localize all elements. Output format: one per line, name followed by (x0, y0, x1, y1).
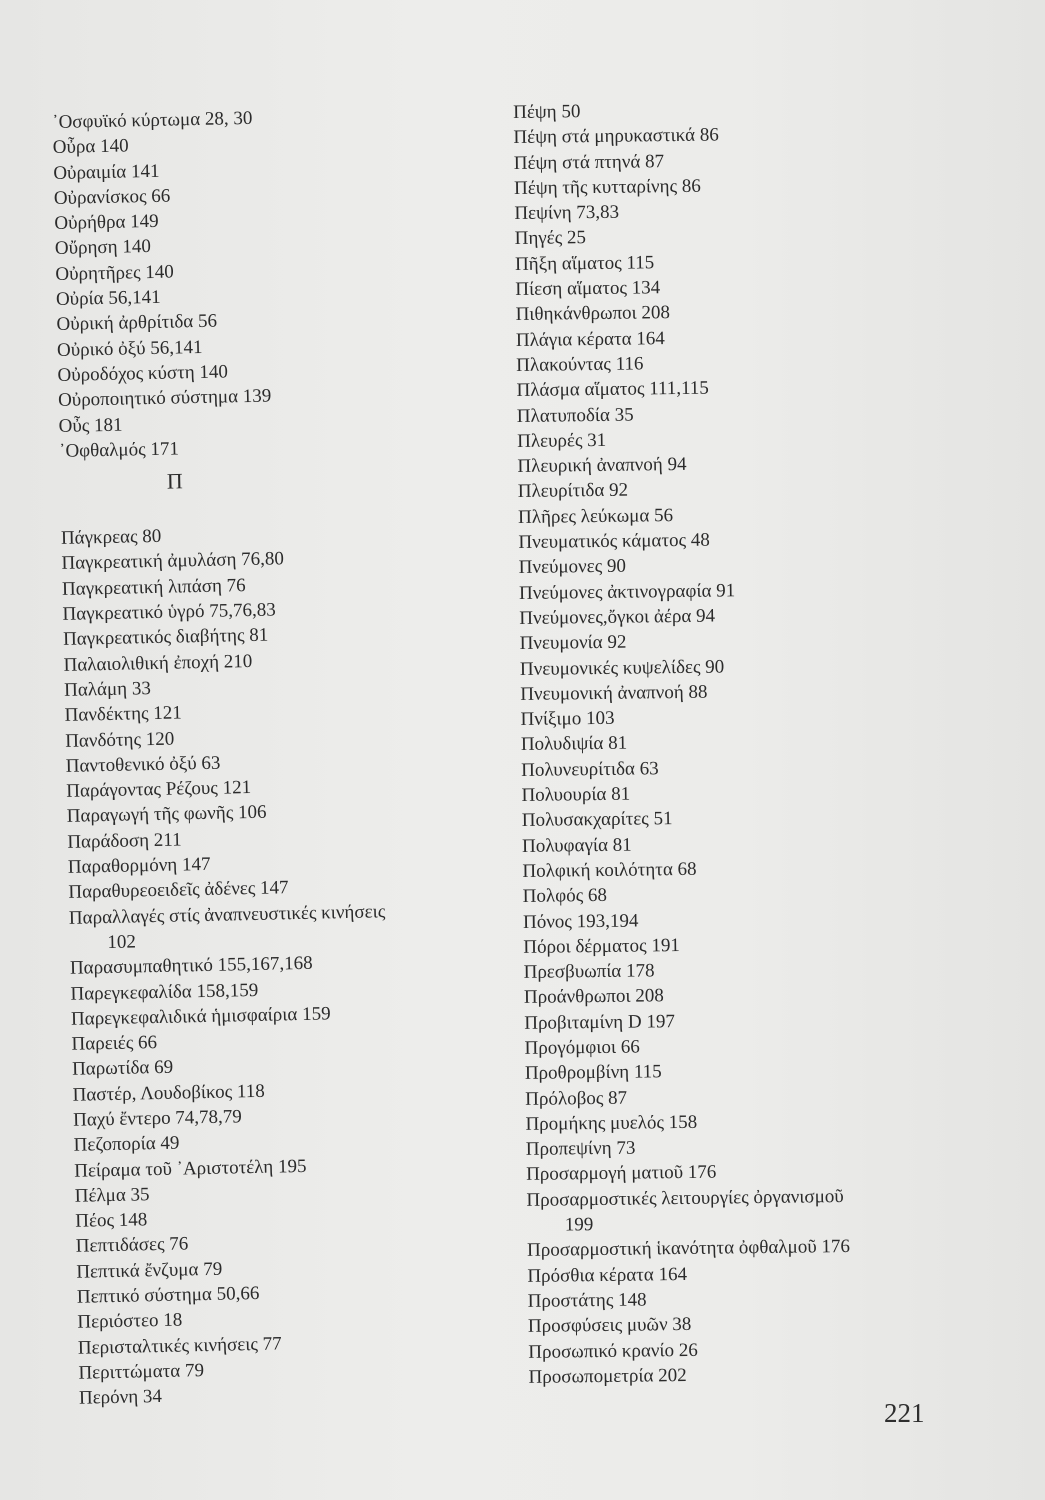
index-entry: Παντοθενικό ὀξύ 63 (65, 752, 221, 777)
index-entry: Παραθυρεοειδεῖς ἀδένες 147 (68, 877, 289, 904)
index-entry: Οὐρητῆρες 140 (55, 261, 174, 285)
index-entry: Προπεψίνη 73 (525, 1137, 636, 1161)
index-entry: Παράγοντας Ρέζους 121 (66, 777, 252, 802)
index-entry: Πείραμα τοῦ ᾿Αριστοτέλη 195 (74, 1155, 307, 1182)
index-entry: Οὐραιμία 141 (53, 160, 160, 184)
index-entry: Πλάσμα αἵματος 111,115 (516, 377, 709, 402)
index-entry: Οὔρηση 140 (54, 236, 152, 260)
index-entry: Πολφός 68 (522, 885, 608, 908)
index-entry: Πάγκρεας 80 (60, 525, 162, 550)
index-entry: Πόνος 193,194 (522, 910, 639, 933)
left-entries-top (52, 101, 499, 464)
index-entry: Παραλλαγές στίς ἀναπνευστικές κινήσεις (68, 900, 386, 929)
index-entry: Προσφύσεις μυῶν 38 (527, 1314, 692, 1338)
index-entry: Πλευρές 31 (517, 429, 607, 452)
index-entry: Παρωτίδα 69 (71, 1057, 174, 1081)
index-entry: Πολυδιψία 81 (520, 733, 628, 756)
index-entry: Προστάτης 148 (527, 1289, 647, 1312)
index-entry-continuation: 102 (107, 931, 137, 953)
right-column (513, 94, 989, 1390)
index-entry: Πλατυποδία 35 (516, 404, 634, 427)
index-entry: Πηγές 25 (514, 227, 587, 250)
index-entry: Παραθορμόνη 147 (67, 853, 211, 878)
index-entry: Πολυφαγία 81 (521, 834, 632, 857)
page-number: 221 (884, 1398, 925, 1428)
index-entry: Πεπτικά ἔνζυμα 79 (76, 1258, 223, 1283)
index-entry: Περισταλτικές κινήσεις 77 (77, 1333, 282, 1359)
index-entry: Πλευρίτιδα 92 (517, 480, 629, 503)
index-entry: Πλακούντας 116 (516, 353, 644, 376)
index-entry: Πνευμονικές κυψελίδες 90 (519, 655, 725, 680)
left-entries-bottom (61, 517, 509, 931)
index-entry: Οὖς 181 (58, 414, 123, 437)
index-entry: Πῆξη αἵματος 115 (514, 252, 655, 275)
index-entry: Πλῆρες λεύκωμα 56 (517, 504, 674, 528)
index-entry: Παγκρεατικό ὑγρό 75,76,83 (62, 599, 276, 625)
section-letter: Π (166, 468, 183, 494)
index-entry: Προσαρμογή ματιοῦ 176 (526, 1162, 717, 1186)
index-entry: Προάνθρωποι 208 (523, 985, 664, 1009)
index-entry: Πρόλοβος 87 (525, 1087, 628, 1110)
left-column (52, 101, 519, 1411)
index-entry: Πνευμονία 92 (519, 631, 627, 655)
index-entry: Προσαρμοστική ἱκανότητα ὀφθαλμοῦ 176 (526, 1236, 851, 1262)
index-entry: Παχύ ἔντερο 74,78,79 (72, 1106, 243, 1131)
left-entries-end (70, 947, 519, 1411)
index-entry: Πεπτικό σύστημα 50,66 (76, 1282, 260, 1308)
index-entry: Πιθηκάνθρωποι 208 (515, 302, 671, 326)
index-entry: Οὐρικό ὀξύ 56,141 (56, 336, 203, 361)
index-entry: Πνευματικός κάματος 48 (518, 529, 710, 554)
index-entry: Παγκρεατική ἀμυλάση 76,80 (61, 548, 285, 575)
index-entry: Πνευμονική ἀναπνοή 88 (520, 681, 708, 705)
index-entry: Περιττώματα 79 (78, 1360, 205, 1384)
index-entry: Πανδέκτης 121 (64, 702, 183, 727)
index-entry: Πέψη 50 (513, 101, 581, 123)
index-entry: Περιόστεο 18 (77, 1309, 183, 1334)
index-entry: Πέψη στά μηρυκαστικά 86 (513, 124, 719, 149)
index-entry: Προγόμφιοι 66 (524, 1036, 640, 1059)
index-entry: Προθρομβίνη 115 (524, 1061, 662, 1085)
index-entry: Παρεγκεφαλιδικά ἡμισφαίρια 159 (70, 1003, 331, 1030)
index-entry: ᾿Οσφυϊκό κύρτωμα 28, 30 (52, 107, 253, 133)
index-entry: Πολυουρία 81 (521, 783, 631, 806)
index-entry: Παγκρεατική λιπάση 76 (61, 574, 246, 600)
index-entry: Παλαιολιθική ἐποχή 210 (63, 650, 253, 676)
index-entry: Πλάγια κέρατα 164 (515, 327, 665, 351)
index-entry: Πίεση αἵματος 134 (515, 277, 661, 301)
index-entry: Προσωπικό κρανίο 26 (528, 1339, 698, 1363)
index-entry: Πνεύμονες,ὄγκοι ἀέρα 94 (519, 605, 716, 629)
index-entry: Οὖρα 140 (52, 135, 129, 159)
index-entry: Παλάμη 33 (63, 677, 152, 701)
right-entries-end (527, 1233, 989, 1390)
index-entry: Πέψη στά πτηνά 87 (513, 150, 665, 174)
right-entries-top (513, 94, 987, 1213)
index-entry: Πανδότης 120 (64, 728, 175, 752)
index-entry: Πνίξιμο 103 (520, 707, 615, 731)
index-entry: Πέος 148 (75, 1209, 148, 1232)
index-entry: Οὐροποιητικό σύστημα 139 (57, 385, 272, 412)
index-entry: Πνεύμονες ἀκτινογραφία 91 (518, 579, 736, 604)
index-entry: Πολυσακχαρίτες 51 (521, 808, 673, 832)
index-entry: Πνεύμονες 90 (518, 555, 627, 579)
index-entry: Οὐρανίσκος 66 (53, 185, 171, 209)
index-entry: Παρεγκεφαλίδα 158,159 (70, 979, 259, 1005)
index-entry: Πέλμα 35 (74, 1184, 150, 1207)
index-entry: Παγκρεατικός διαβήτης 81 (62, 624, 269, 651)
index-entry: Οὐρήθρα 149 (54, 210, 159, 235)
index-entry: Οὐρία 56,141 (55, 286, 161, 311)
index-entry: Παρασυμπαθητικό 155,167,168 (69, 952, 313, 980)
index-entry: Πλευρική ἀναπνοή 94 (517, 454, 687, 478)
index-entry: Οὐρική ἀρθρίτιδα 56 (56, 310, 218, 336)
index-entry: Πεψίνη 73,83 (514, 201, 620, 225)
index-entry: Περόνη 34 (78, 1386, 163, 1409)
index-entry: Παστέρ, Λουδοβίκος 118 (72, 1080, 265, 1106)
index-entry: Πεπτιδάσες 76 (75, 1233, 189, 1258)
index-entry: Παράδοση 211 (67, 829, 182, 853)
index-entry: Πέψη τῆς κυτταρίνης 86 (513, 175, 701, 199)
index-entry-continuation: 199 (564, 1214, 594, 1236)
index-entry: Προβιταμίνη D 197 (524, 1010, 676, 1034)
index-entry: Πολφική κοιλότητα 68 (522, 858, 697, 882)
index-entry: Παραγωγή τῆς φωνῆς 106 (66, 802, 267, 828)
index-entry: Πρόσθια κέρατα 164 (527, 1263, 688, 1287)
index-entry: Προμήκης μυελός 158 (525, 1111, 698, 1135)
index-entry: Πόροι δέρματος 191 (523, 934, 680, 958)
index-entry: Προσαρμοστικές λειτουργίες ὀργανισμοῦ (526, 1185, 844, 1211)
index-entry: Προσωπομετρία 202 (528, 1364, 687, 1388)
index-entry: Παρειές 66 (71, 1032, 158, 1055)
index-entry: ᾿Οφθαλμός 171 (58, 438, 180, 462)
index-entry: Πολυνευρίτιδα 63 (521, 757, 659, 781)
index-entry: Πρεσβυωπία 178 (523, 960, 655, 984)
index-entry: Οὐροδόχος κύστη 140 (57, 361, 229, 386)
index-entry: Πεζοπορία 49 (73, 1132, 180, 1157)
